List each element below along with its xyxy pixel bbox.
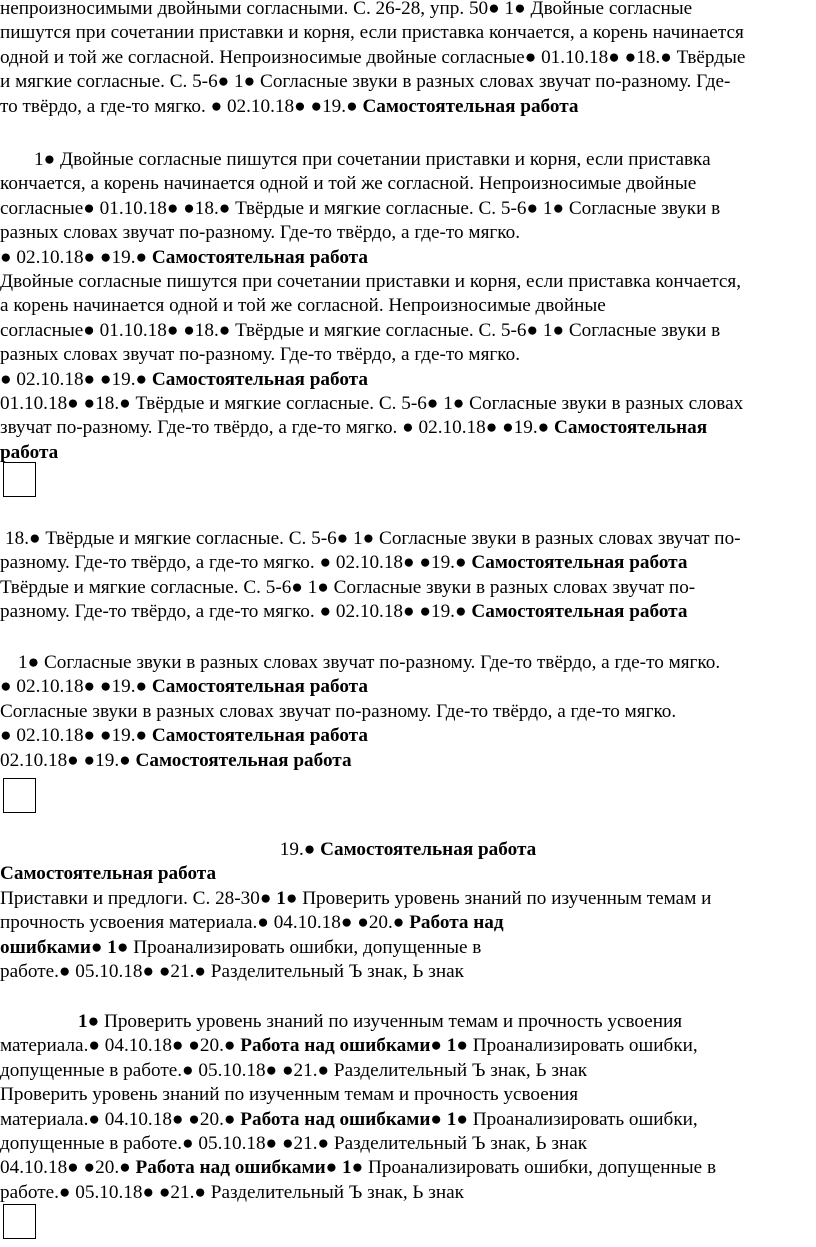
text: Двойные согласные пишутся при сочетании приставки и корня, если приставка кончается,: [0, 271, 742, 293]
text: разных словах звучат по-разному. Где-то твёрдо, а где-то мягко.: [0, 344, 520, 366]
text-line: [0, 960, 810, 984]
text-block: [0, 838, 810, 984]
text-line: [0, 270, 810, 294]
text-line: [0, 887, 810, 911]
text: ● 02.10.18● ●19.●: [0, 725, 152, 747]
text-block: [0, 1010, 810, 1205]
bold-text: Самостоятельная работа: [135, 749, 352, 771]
text-line: [0, 95, 810, 119]
text-line: [0, 651, 810, 675]
text-line: [0, 319, 810, 343]
text-line: [0, 197, 810, 221]
bold-text: Самостоятельная работа: [151, 246, 368, 268]
text: а корень начинается одной и той же согласной. Непроизносимые двойные: [0, 295, 606, 317]
text-line: [0, 838, 816, 862]
text-line: [0, 1083, 810, 1107]
text: Согласные звуки в разных словах звучат по-разному. Где-то твёрдо, а где-то мягко.: [0, 700, 677, 722]
text-block: [0, 651, 810, 773]
empty-box: [3, 778, 36, 813]
text-line: [0, 148, 810, 172]
text: ● 02.10.18● ●19.●: [0, 246, 152, 268]
bold-text: Самостоятельная работа: [0, 863, 217, 885]
text: Проанализировать ошибки,: [467, 1108, 698, 1130]
bold-text: Работа над ошибками● 1●: [135, 1157, 364, 1179]
text-line: [0, 46, 810, 70]
text-line: [0, 1010, 810, 1034]
bold-text: Самостоятельная работа: [320, 839, 537, 860]
text-line: [0, 527, 810, 551]
text-line: [0, 416, 810, 440]
text-line: [0, 221, 810, 245]
text: 1● Двойные согласные пишутся при сочетании приставки и корня, если приставка: [34, 149, 711, 170]
text-line: [0, 700, 810, 724]
text-line: [0, 441, 810, 465]
text-line: [0, 551, 810, 575]
text-line: [0, 749, 810, 773]
bold-text: Самостоятельная работа: [151, 368, 368, 390]
text-line: [0, 1108, 810, 1132]
text: 04.10.18● ●20.●: [0, 1157, 136, 1179]
text: то твёрдо, а где-то мягко. ● 02.10.18● ●19.●: [0, 95, 363, 117]
text: непроизносимыми двойными согласными. С. 26-28, упр. 50● 1● Двойные согласные: [0, 0, 693, 19]
text-line: [0, 0, 810, 21]
bold-text: Самостоятельная работа: [151, 725, 368, 747]
text: одной и той же согласной. Непроизносимые двойные согласные● 01.10.18● ●18.● Твёрдые: [0, 46, 746, 68]
text-line: [0, 172, 810, 196]
text: материала.● 04.10.18● ●20.●: [0, 1035, 241, 1057]
text: ● 02.10.18● ●19.●: [0, 368, 152, 390]
text: Твёрдые и мягкие согласные. С. 5-6● 1● Согласные звуки в разных словах звучат по-: [0, 576, 696, 598]
text: Проанализировать ошибки,: [467, 1035, 698, 1057]
bold-text: Работа над ошибками● 1●: [240, 1108, 468, 1130]
text: согласные● 01.10.18● ●18.● Твёрдые и мягкие согласные. С. 5-6● 1● Согласные звуки в: [0, 197, 721, 219]
text-line: [0, 675, 810, 699]
text-line: [0, 1034, 810, 1058]
text-block: [0, 0, 810, 119]
text: и мягкие согласные. С. 5-6● 1● Согласные звуки в разных словах звучат по-разному. Где-: [0, 71, 731, 93]
bold-text: 1●: [276, 887, 298, 909]
text-line: [0, 70, 810, 94]
text-line: [0, 600, 810, 624]
text-block: [0, 148, 810, 465]
text: Проверить уровень знаний по изученным темам и прочность усвоения: [99, 1011, 683, 1032]
text: 19.●: [279, 839, 321, 860]
text: работе.● 05.10.18● ●21.● Разделительный Ъ знак, Ь знак: [0, 1181, 464, 1203]
bold-text: Самостоятельная работа: [471, 601, 688, 623]
text-line: [0, 21, 810, 45]
bold-text: Работа над ошибками● 1●: [240, 1035, 468, 1057]
text-line: [0, 368, 810, 392]
text: материала.● 04.10.18● ●20.●: [0, 1108, 241, 1130]
text: 01.10.18● ●18.● Твёрдые и мягкие согласные. С. 5-6● 1● Согласные звуки в разных словах: [0, 393, 744, 415]
bold-text: Самостоятельная работа: [151, 676, 368, 698]
text: Проанализировать ошибки, допущенные в: [128, 936, 482, 958]
text: прочность усвоения материала.● 04.10.18● ●20.●: [0, 912, 410, 934]
text: разному. Где-то твёрдо, а где-то мягко. ● 02.10.18● ●19.●: [0, 601, 472, 623]
text: согласные● 01.10.18● ●18.● Твёрдые и мягкие согласные. С. 5-6● 1● Согласные звуки в: [0, 319, 721, 341]
bold-text: Самостоятельная работа: [362, 95, 579, 117]
text: разных словах звучат по-разному. Где-то твёрдо, а где-то мягко.: [0, 222, 520, 244]
text: Проверить уровень знаний по изученным темам и прочность усвоения: [0, 1084, 579, 1106]
text: Проверить уровень знаний по изученным темам и: [297, 887, 712, 909]
text: 1● Согласные звуки в разных словах звучат по-разному. Где-то твёрдо, а где-то мягко.: [18, 652, 721, 673]
text-line: [0, 392, 810, 416]
text-line: [0, 911, 810, 935]
text: разному. Где-то твёрдо, а где-то мягко. ● 02.10.18● ●19.●: [0, 552, 472, 574]
text: Приставки и предлоги. С. 28-30●: [0, 887, 277, 909]
text: звучат по-разному. Где-то твёрдо, а где-то мягко. ● 02.10.18● ●19.●: [0, 417, 555, 439]
empty-box: [3, 462, 36, 497]
text-line: [0, 862, 810, 886]
text: пишутся при сочетании приставки и корня, если приставка кончается, а корень начинается: [0, 22, 744, 44]
text-line: [0, 1059, 810, 1083]
text-block: [0, 527, 810, 625]
text-line: [0, 724, 810, 748]
text: кончается, а корень начинается одной и той же согласной. Непроизносимые двойные: [0, 173, 697, 195]
text-line: [0, 1156, 810, 1180]
text-line: [0, 1181, 810, 1205]
text: работе.● 05.10.18● ●21.● Разделительный Ъ знак, Ь знак: [0, 961, 464, 983]
text-line: [0, 576, 810, 600]
bold-text: 1●: [78, 1011, 100, 1032]
bold-text: работа: [0, 441, 59, 463]
text-line: [0, 1132, 810, 1156]
empty-box: [3, 1204, 36, 1239]
bold-text: Работа над: [409, 912, 504, 934]
bold-text: Самостоятельная: [554, 417, 708, 439]
text: 18.● Твёрдые и мягкие согласные. С. 5-6● 1● Согласные звуки в разных словах звучат по-: [5, 528, 741, 549]
text: допущенные в работе.● 05.10.18● ●21.● Разделительный Ъ знак, Ь знак: [0, 1133, 588, 1155]
bold-text: ошибками● 1●: [0, 936, 129, 958]
text: Проанализировать ошибки, допущенные в: [363, 1157, 717, 1179]
text-line: [0, 343, 810, 367]
text-line: [0, 246, 810, 270]
text-line: [0, 294, 810, 318]
text: ● 02.10.18● ●19.●: [0, 676, 152, 698]
bold-text: Самостоятельная работа: [471, 552, 688, 574]
text: 02.10.18● ●19.●: [0, 749, 136, 771]
text-line: [0, 936, 810, 960]
text: допущенные в работе.● 05.10.18● ●21.● Разделительный Ъ знак, Ь знак: [0, 1059, 588, 1081]
